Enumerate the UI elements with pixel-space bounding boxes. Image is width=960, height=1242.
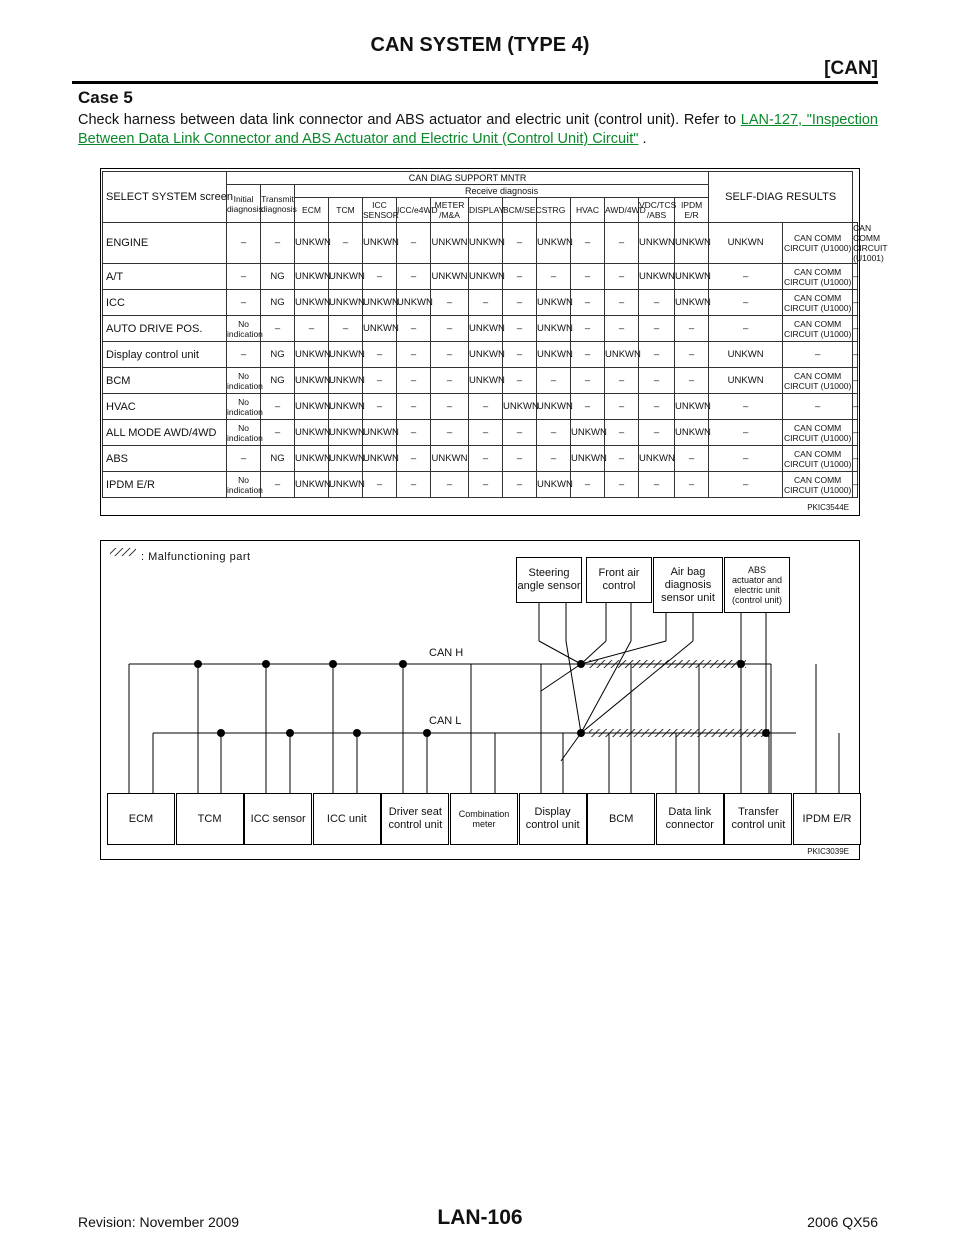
table-cell: UNKWN bbox=[639, 223, 675, 264]
can-wiring-diagram bbox=[100, 540, 860, 860]
table-cell: UNKWN bbox=[329, 342, 363, 368]
bottom-unit-box: Driver seat control unit bbox=[381, 793, 449, 845]
table-cell: – bbox=[329, 316, 363, 342]
table-cell: – bbox=[605, 223, 639, 264]
malfunction-legend-label: : Malfunctioning part bbox=[141, 551, 251, 563]
instruction-text: Check harness between data link connector and ABS actuator and electric unit (control unit). Refer to bbox=[78, 112, 741, 128]
table-cell: – bbox=[227, 342, 261, 368]
table-cell: – bbox=[431, 316, 469, 342]
bottom-unit-box: Data link connector bbox=[656, 793, 724, 845]
table-cell: UNKWN bbox=[431, 264, 469, 290]
table-cell: – bbox=[227, 446, 261, 472]
top-unit-box: Steering angle sensor bbox=[516, 557, 582, 603]
table-cell: – bbox=[469, 472, 503, 498]
table-cell: – bbox=[261, 316, 295, 342]
table-cell: UNKWN bbox=[709, 223, 783, 264]
system-name: ALL MODE AWD/4WD bbox=[103, 420, 227, 446]
col-group-receive: Receive diagnosis bbox=[295, 185, 709, 198]
page-title: CAN SYSTEM (TYPE 4) bbox=[370, 34, 590, 56]
table-cell: – bbox=[853, 472, 858, 498]
table-cell: – bbox=[853, 316, 858, 342]
table-cell: UNKWN bbox=[363, 420, 397, 446]
table-cell: – bbox=[675, 316, 709, 342]
table-cell: UNKWN bbox=[363, 290, 397, 316]
table-cell: CAN COMM CIRCUIT (U1000) bbox=[783, 316, 853, 342]
system-name: ICC bbox=[103, 290, 227, 316]
table-cell: No indication bbox=[227, 316, 261, 342]
table-cell: UNKWN bbox=[639, 446, 675, 472]
col-initial-diagnosis: Initial diagnosis bbox=[227, 185, 261, 223]
table-cell: UNKWN bbox=[675, 264, 709, 290]
table-cell: UNKWN bbox=[571, 420, 605, 446]
table-cell: – bbox=[605, 368, 639, 394]
table-cell: – bbox=[675, 446, 709, 472]
table-cell: – bbox=[605, 264, 639, 290]
table-cell: – bbox=[363, 264, 397, 290]
table-cell: UNKWN bbox=[295, 368, 329, 394]
table-cell: UNKWN bbox=[709, 368, 783, 394]
table-row bbox=[103, 264, 858, 290]
table-cell: – bbox=[783, 394, 853, 420]
table-cell: – bbox=[571, 368, 605, 394]
table-cell: UNKWN bbox=[675, 394, 709, 420]
bottom-unit-box: Combination meter bbox=[450, 793, 518, 845]
table-cell: UNKWN bbox=[639, 264, 675, 290]
col-receive-header: TCM bbox=[329, 198, 363, 223]
can-l-label: CAN L bbox=[429, 715, 462, 727]
footer-page-number: LAN-106 bbox=[437, 1206, 523, 1229]
col-group-diag-monitor: CAN DIAG SUPPORT MNTR bbox=[227, 172, 709, 185]
table-cell: – bbox=[227, 264, 261, 290]
table-cell: UNKWN bbox=[329, 290, 363, 316]
table-cell: – bbox=[397, 264, 431, 290]
col-self-diag: SELF-DIAG RESULTS bbox=[709, 172, 853, 223]
section-label: [CAN] bbox=[824, 58, 878, 79]
table-cell: UNKWN bbox=[537, 316, 571, 342]
table-cell: UNKWN bbox=[329, 446, 363, 472]
table-cell: UNKWN bbox=[469, 368, 503, 394]
table-cell: UNKWN bbox=[537, 342, 571, 368]
table-cell: – bbox=[709, 316, 783, 342]
bottom-unit-box: TCM bbox=[176, 793, 244, 845]
table-row bbox=[103, 472, 858, 498]
system-name: ABS bbox=[103, 446, 227, 472]
bottom-unit-box: IPDM E/R bbox=[793, 793, 861, 845]
table-cell: UNKWN bbox=[469, 342, 503, 368]
table-cell: – bbox=[503, 316, 537, 342]
header-rule bbox=[72, 81, 878, 84]
table-cell: UNKWN bbox=[675, 290, 709, 316]
table-cell: – bbox=[853, 342, 858, 368]
col-receive-header: DISPLAY bbox=[469, 198, 503, 223]
table-cell: – bbox=[503, 223, 537, 264]
table-cell: – bbox=[469, 394, 503, 420]
table-cell: – bbox=[261, 223, 295, 264]
table-cell: – bbox=[709, 446, 783, 472]
table-row bbox=[103, 223, 858, 264]
table-cell: – bbox=[675, 342, 709, 368]
table-cell: – bbox=[709, 394, 783, 420]
table-cell: – bbox=[853, 420, 858, 446]
top-unit-box: ABS actuator and electric unit (control unit) bbox=[724, 557, 790, 613]
table-cell: – bbox=[469, 420, 503, 446]
table-cell: – bbox=[537, 264, 571, 290]
table-cell: – bbox=[227, 290, 261, 316]
col-select-system: SELECT SYSTEM screen bbox=[103, 172, 227, 223]
col-receive-header: HVAC bbox=[571, 198, 605, 223]
table-cell: UNKWN bbox=[295, 264, 329, 290]
table-cell: CAN COMM CIRCUIT (U1000) bbox=[783, 264, 853, 290]
table-cell: – bbox=[853, 290, 858, 316]
col-receive-header: METER /M&A bbox=[431, 198, 469, 223]
table-cell: UNKWN bbox=[469, 316, 503, 342]
table-cell: – bbox=[469, 446, 503, 472]
col-receive-header: ECM bbox=[295, 198, 329, 223]
table-cell: – bbox=[397, 420, 431, 446]
table-cell: – bbox=[571, 223, 605, 264]
table-row bbox=[103, 394, 858, 420]
table-cell: – bbox=[227, 223, 261, 264]
bottom-unit-box: Transfer control unit bbox=[724, 793, 792, 845]
table-cell: UNKWN bbox=[605, 342, 639, 368]
table-cell: UNKWN bbox=[571, 446, 605, 472]
table-row bbox=[103, 446, 858, 472]
table-row bbox=[103, 290, 858, 316]
table-cell: – bbox=[639, 420, 675, 446]
table-cell: – bbox=[503, 446, 537, 472]
table-cell: UNKWN bbox=[469, 264, 503, 290]
table-cell: CAN COMM CIRCUIT (U1000) bbox=[783, 223, 853, 264]
table-cell: – bbox=[709, 420, 783, 446]
table-cell: UNKWN bbox=[363, 446, 397, 472]
table-cell: CAN COMM CIRCUIT (U1000) bbox=[783, 420, 853, 446]
table-cell: UNKWN bbox=[329, 368, 363, 394]
table-cell: – bbox=[537, 446, 571, 472]
table-cell: UNKWN bbox=[295, 446, 329, 472]
col-receive-header: BCM/SEC bbox=[503, 198, 537, 223]
table-cell: – bbox=[363, 472, 397, 498]
table-cell: UNKWN bbox=[295, 394, 329, 420]
can-h-label: CAN H bbox=[429, 647, 464, 659]
table-cell: – bbox=[261, 472, 295, 498]
col-receive-header: AWD/4WD bbox=[605, 198, 639, 223]
table-cell: – bbox=[397, 342, 431, 368]
table-cell: UNKWN bbox=[329, 394, 363, 420]
table-cell: – bbox=[397, 223, 431, 264]
col-receive-header: ICC SENSOR bbox=[363, 198, 397, 223]
table-cell: UNKWN bbox=[295, 472, 329, 498]
system-name: AUTO DRIVE POS. bbox=[103, 316, 227, 342]
case-heading: Case 5 bbox=[78, 88, 133, 107]
table-cell: UNKWN bbox=[363, 223, 397, 264]
table-cell: – bbox=[363, 368, 397, 394]
table-cell: – bbox=[853, 394, 858, 420]
can-diag-table bbox=[102, 171, 888, 498]
table-cell: No indication bbox=[227, 368, 261, 394]
table-cell: – bbox=[397, 472, 431, 498]
table-cell: UNKWN bbox=[537, 394, 571, 420]
table-cell: UNKWN bbox=[329, 420, 363, 446]
table-cell: – bbox=[639, 394, 675, 420]
system-name: ENGINE bbox=[103, 223, 227, 264]
system-name: HVAC bbox=[103, 394, 227, 420]
system-name: Display control unit bbox=[103, 342, 227, 368]
table-cell: – bbox=[431, 420, 469, 446]
table-cell: CAN COMM CIRCUIT (U1000) bbox=[783, 290, 853, 316]
table-cell: No indication bbox=[227, 394, 261, 420]
table-cell: CAN COMM CIRCUIT (U1000) bbox=[783, 446, 853, 472]
table-cell: – bbox=[503, 368, 537, 394]
figure-code: PKIC3544E bbox=[807, 503, 849, 512]
table-cell: – bbox=[709, 264, 783, 290]
table-cell: – bbox=[431, 472, 469, 498]
table-cell: – bbox=[503, 420, 537, 446]
table-cell: UNKWN bbox=[709, 342, 783, 368]
table-cell: – bbox=[571, 316, 605, 342]
table-cell: UNKWN bbox=[537, 472, 571, 498]
table-cell: – bbox=[397, 316, 431, 342]
table-cell: CAN COMM CIRCUIT (U1001) bbox=[853, 223, 888, 263]
table-cell: – bbox=[639, 472, 675, 498]
table-cell: – bbox=[431, 394, 469, 420]
table-cell: UNKWN bbox=[295, 420, 329, 446]
table-cell: UNKWN bbox=[503, 394, 537, 420]
table-cell: – bbox=[503, 342, 537, 368]
table-cell: UNKWN bbox=[675, 223, 709, 264]
table-cell: – bbox=[853, 368, 858, 394]
bottom-unit-box: Display control unit bbox=[519, 793, 587, 845]
malfunction-legend-swatch bbox=[110, 548, 136, 556]
table-cell: UNKWN bbox=[537, 290, 571, 316]
table-cell: – bbox=[363, 394, 397, 420]
table-cell: – bbox=[605, 420, 639, 446]
bottom-unit-box: BCM bbox=[587, 793, 655, 845]
malfunction-can-h bbox=[589, 660, 746, 668]
system-name: BCM bbox=[103, 368, 227, 394]
footer-revision: Revision: November 2009 bbox=[78, 1214, 240, 1230]
table-cell: – bbox=[571, 342, 605, 368]
table-cell: – bbox=[397, 446, 431, 472]
can-diag-table-figure bbox=[100, 168, 888, 516]
col-receive-header: VDC/TCS /ABS bbox=[639, 198, 675, 223]
table-cell: NG bbox=[261, 342, 295, 368]
table-cell: NG bbox=[261, 368, 295, 394]
table-cell: UNKWN bbox=[397, 290, 431, 316]
top-unit-box: Air bag diagnosis sensor unit bbox=[653, 557, 723, 613]
table-cell: UNKWN bbox=[329, 264, 363, 290]
table-cell: – bbox=[537, 420, 571, 446]
table-cell: – bbox=[503, 264, 537, 290]
top-unit-box: Front air control bbox=[586, 557, 652, 603]
table-cell: – bbox=[571, 290, 605, 316]
table-cell: – bbox=[605, 394, 639, 420]
table-cell: CAN COMM CIRCUIT (U1000) bbox=[783, 368, 853, 394]
table-cell: No indication bbox=[227, 420, 261, 446]
table-cell: – bbox=[639, 368, 675, 394]
table-cell: NG bbox=[261, 290, 295, 316]
table-cell: UNKWN bbox=[431, 446, 469, 472]
table-cell: – bbox=[363, 342, 397, 368]
col-receive-header: IPDM E/R bbox=[675, 198, 709, 223]
table-cell: UNKWN bbox=[295, 223, 329, 264]
table-cell: NG bbox=[261, 264, 295, 290]
col-receive-header: ICC/e4WD bbox=[397, 198, 431, 223]
table-cell: UNKWN bbox=[295, 342, 329, 368]
footer-model: 2006 QX56 bbox=[807, 1214, 878, 1230]
table-cell: No indication bbox=[227, 472, 261, 498]
table-cell: UNKWN bbox=[537, 223, 571, 264]
table-cell: – bbox=[537, 368, 571, 394]
table-cell: – bbox=[431, 368, 469, 394]
table-cell: – bbox=[503, 472, 537, 498]
table-cell: – bbox=[853, 446, 858, 472]
table-row bbox=[103, 342, 858, 368]
reference-link[interactable]: LAN-127, "Inspection Between Data Link Connector and ABS Actuator and Electric Unit (Control Unit) Circuit" bbox=[78, 112, 878, 147]
table-cell: CAN COMM CIRCUIT (U1000) bbox=[783, 472, 853, 498]
table-cell: – bbox=[503, 290, 537, 316]
table-cell: – bbox=[431, 290, 469, 316]
table-row bbox=[103, 420, 858, 446]
table-cell: – bbox=[431, 342, 469, 368]
table-cell: – bbox=[605, 316, 639, 342]
table-cell: – bbox=[709, 472, 783, 498]
figure-code: PKIC3039E bbox=[807, 847, 849, 856]
table-cell: – bbox=[469, 290, 503, 316]
col-transmit-diagnosis: Transmit diagnosis bbox=[261, 185, 295, 223]
table-cell: – bbox=[261, 420, 295, 446]
col-receive-header: STRG bbox=[537, 198, 571, 223]
table-cell: – bbox=[853, 264, 858, 290]
table-cell: – bbox=[639, 316, 675, 342]
table-cell: – bbox=[295, 316, 329, 342]
table-cell: – bbox=[571, 394, 605, 420]
table-cell: – bbox=[605, 290, 639, 316]
table-cell: – bbox=[605, 446, 639, 472]
table-row bbox=[103, 368, 858, 394]
table-cell: – bbox=[783, 342, 853, 368]
table-cell: – bbox=[639, 290, 675, 316]
table-cell: – bbox=[639, 342, 675, 368]
table-cell: NG bbox=[261, 446, 295, 472]
table-cell: UNKWN bbox=[675, 420, 709, 446]
malfunction-can-l bbox=[589, 729, 769, 737]
table-cell: – bbox=[571, 472, 605, 498]
table-cell: UNKWN bbox=[363, 316, 397, 342]
table-cell: UNKWN bbox=[469, 223, 503, 264]
table-cell: UNKWN bbox=[431, 223, 469, 264]
table-cell: – bbox=[605, 472, 639, 498]
table-cell: – bbox=[397, 368, 431, 394]
table-cell: – bbox=[675, 368, 709, 394]
table-cell: UNKWN bbox=[329, 472, 363, 498]
bottom-unit-box: ICC unit bbox=[313, 793, 381, 845]
table-cell: – bbox=[571, 264, 605, 290]
system-name: A/T bbox=[103, 264, 227, 290]
bottom-unit-box: ICC sensor bbox=[244, 793, 312, 845]
table-cell: – bbox=[261, 394, 295, 420]
bottom-unit-box: ECM bbox=[107, 793, 175, 845]
table-cell: – bbox=[709, 290, 783, 316]
table-row bbox=[103, 316, 858, 342]
case-instruction bbox=[78, 111, 878, 149]
system-name: IPDM E/R bbox=[103, 472, 227, 498]
table-cell: – bbox=[329, 223, 363, 264]
table-cell: – bbox=[675, 472, 709, 498]
instruction-tail: . bbox=[638, 131, 647, 147]
table-cell: – bbox=[397, 394, 431, 420]
table-cell: UNKWN bbox=[295, 290, 329, 316]
